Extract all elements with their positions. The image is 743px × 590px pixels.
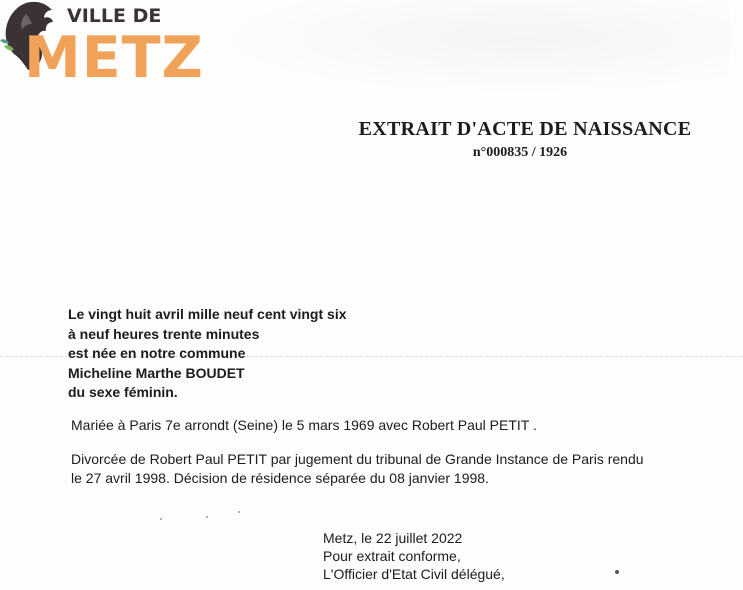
divorce-line: Divorcée de Robert Paul PETIT par jugement du tribunal de Grande Instance de Paris rendu	[71, 451, 644, 467]
logo-line2: METZ	[24, 25, 204, 85]
birth-line: à neuf heures trente minutes	[68, 325, 260, 342]
divorce-mention	[71, 450, 743, 488]
signature-line: L'Officier d'Etat Civil délégué,	[323, 566, 505, 582]
act-number: n°000835 / 1926	[472, 145, 568, 160]
scan-speck	[160, 518, 162, 520]
signature-block	[323, 529, 505, 583]
header	[200, 118, 740, 161]
birth-line: du sexe féminin.	[68, 384, 178, 400]
birth-line: est née en notre commune	[68, 345, 246, 361]
scan-speck	[206, 516, 208, 518]
document-title: EXTRAIT D'ACTE DE NAISSANCE	[358, 118, 692, 140]
birth-record	[68, 305, 347, 403]
marriage-mention	[71, 416, 743, 435]
scan-speck	[615, 570, 619, 574]
lion-head-icon	[0, 0, 215, 85]
birth-line: Le vingt huit avril mille neuf cent vingt six	[68, 306, 347, 322]
logo-line1: VILLE DE	[67, 5, 162, 27]
ville-de-metz-logo	[0, 0, 215, 85]
signature-line: Pour extrait conforme,	[323, 548, 461, 564]
scan-speck	[238, 511, 240, 513]
birth-line: Micheline Marthe BOUDET	[68, 364, 245, 381]
divorce-line: le 27 avril 1998. Décision de résidence séparée du 08 janvier 1998.	[71, 470, 489, 486]
marriage-text: Mariée à Paris 7e arrondt (Seine) le 5 mars 1969 avec Robert Paul PETIT .	[71, 417, 537, 433]
scan-bleed-through	[210, 0, 730, 95]
signature-line: Metz, le 22 juillet 2022	[323, 530, 463, 546]
